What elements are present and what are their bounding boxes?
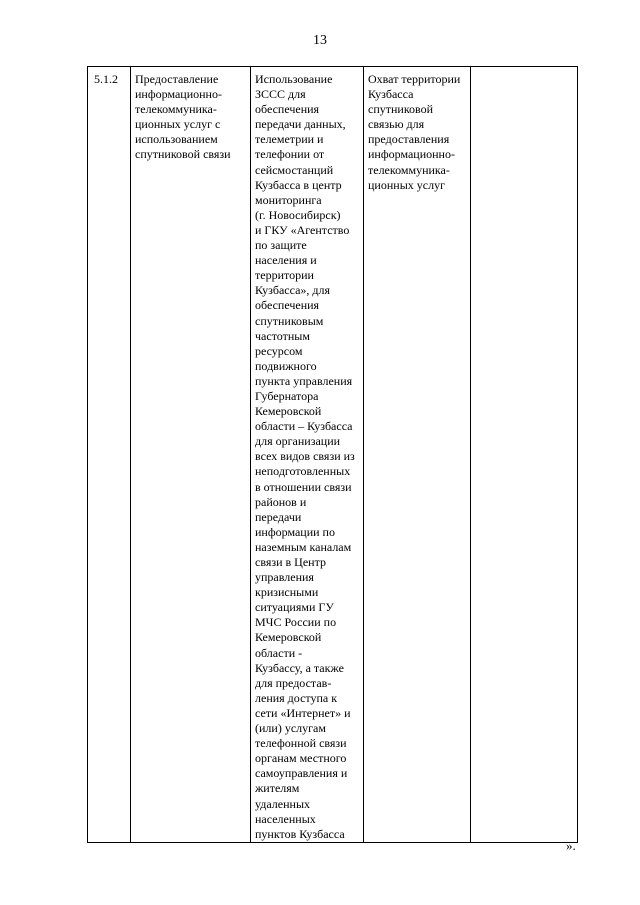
text-line: Кузбасса в центр [255,177,342,192]
page-number: 13 [313,33,327,48]
text-line: подвижного [255,358,317,373]
service-name-text [135,72,247,163]
text-line: (г. Новосибирск) [255,207,341,222]
text-line: информационно- [135,87,222,102]
text-line: ситуациями ГУ [255,600,334,615]
text-line: Охват территории [368,72,461,86]
text-line: для организации [255,434,341,449]
text-line: в отношении связи [255,479,352,494]
text-line: Кузбасса», для [255,283,331,298]
text-line: для предостав- [255,675,332,690]
text-line: сети «Интернет» и [255,705,351,720]
text-line: использованием [135,132,218,147]
text-line: управления [255,570,314,585]
text-line: информационно- [368,147,455,162]
text-line: телеметрии и [255,132,324,147]
text-line: сейсмостанций [255,162,334,177]
text-line: органам местного [255,751,347,766]
text-line: предоставления [368,132,450,147]
text-line: и ГКУ «Агентство [255,222,350,237]
row-number-cell [88,67,131,843]
text-line: ления доступа к [255,690,338,705]
closing-quote-mark: ». [566,838,576,853]
text-line: по защите [255,238,307,253]
text-line: ресурсом [255,343,303,358]
text-line: Предоставление [135,72,219,86]
text-line: передачи данных, [255,117,346,132]
text-line: ционных услуг [368,177,445,192]
expected-result-text [368,72,467,193]
text-line: неподготовленных [255,464,351,479]
text-line: Кузбассу, а также [255,660,344,675]
text-line: области - [255,645,303,660]
empty-cell [471,67,578,843]
text-line: населения и [255,253,317,268]
text-line: (или) услугам [255,721,326,736]
text-line: передачи [255,509,302,524]
service-name-cell [131,67,251,843]
text-line: кризисными [255,585,319,600]
text-line: Кемеровской [255,630,322,645]
text-line: районов и [255,494,307,509]
program-table [87,66,578,843]
text-line: пунктов Кузбасса [255,826,345,841]
text-line: телекоммуника- [135,102,217,117]
text-line: информации по [255,524,335,539]
text-line: частотным [255,328,310,343]
text-line: удаленных [255,796,311,811]
text-line: Кемеровской [255,404,322,419]
text-line: связью для [368,117,425,132]
table-row [88,67,578,843]
row-number: 5.1.2 [94,72,118,86]
text-line: спутниковой [368,102,434,117]
text-line: спутниковым [255,313,324,328]
text-line: связи в Центр [255,555,326,569]
text-line: наземным каналам [255,539,352,554]
text-line: телекоммуника- [368,162,450,177]
expected-result-cell [364,67,471,843]
text-line: обеспечения [255,102,320,117]
text-line: телефонии от [255,147,325,162]
text-line: МЧС России по [255,615,337,630]
text-line: ЗССС для [255,87,306,102]
text-line: Кузбасса [368,87,414,102]
text-line: обеспечения [255,298,320,313]
text-line: территории [255,268,314,283]
text-line: всех видов связи из [255,449,355,464]
text-line: телефонной связи [255,736,347,751]
usage-description-cell [251,67,364,843]
text-line: Использование [255,72,333,86]
text-line: самоуправления и [255,766,348,781]
text-line: населенных [255,811,316,826]
text-line: спутниковой связи [135,147,231,162]
text-line: мониторинга [255,192,322,207]
text-line: пункта управления [255,373,353,388]
text-line: жителям [255,781,300,796]
text-line: области – Кузбасса [255,419,353,434]
text-line: ционных услуг с [135,117,221,132]
text-line: Губернатора [255,388,319,403]
usage-description-text [255,72,360,842]
